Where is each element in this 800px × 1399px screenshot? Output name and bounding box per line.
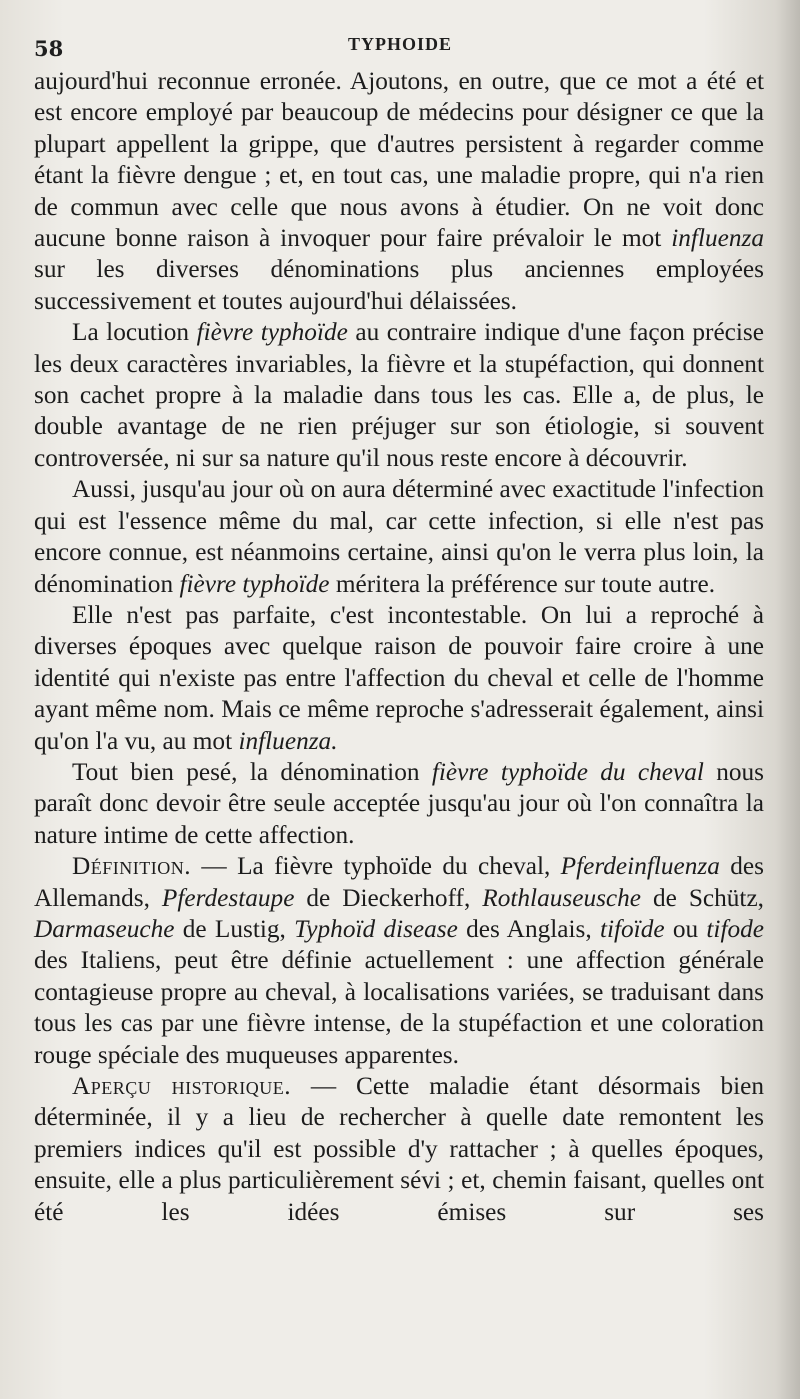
section-heading-historique: Aperçu historique. xyxy=(72,1072,292,1100)
italic-term: Rothlauseusche xyxy=(482,883,642,912)
italic-term: tifoïde xyxy=(599,914,665,943)
italic-term: tifode xyxy=(706,914,765,943)
text-run: des Anglais, xyxy=(457,914,600,943)
text-run: — La fièvre typhoïde du cheval, xyxy=(191,852,561,881)
text-run: aujourd'hui reconnue erronée. Ajoutons, en outre, que ce mot a été et est encore employé par beaucoup de médecins pour désigner ce que la plupart appellent la grippe, que d'autres persistent à regarder comme étant la fièvre dengue ; et, en tout cas, une maladie propre, qui n'a rien de commun avec celle que nous avons à étudier. On ne voit donc aucune bonne raison à invoquer pour faire prévaloir le mot xyxy=(34,67,764,253)
text-run: des Allemands, xyxy=(34,852,764,912)
text-run: Elle n'est pas parfaite, c'est incontestable. On lui a reproché à diverses époques avec quelque raison de pouvoir faire croire à une identité qui n'existe pas entre l'affection du cheval et celle de l'homme ayant même nom. Mais ce même reproche s'adresserait également, ainsi qu'on l'a vu, au mot xyxy=(34,600,764,755)
italic-term: fièvre typhoïde xyxy=(196,318,348,347)
italic-term: fièvre typhoïde xyxy=(179,569,330,598)
paragraph-historique xyxy=(34,1071,764,1228)
italic-term: Darmaseuche xyxy=(34,914,175,943)
page-number: 58 xyxy=(34,36,64,61)
italic-term: influenza xyxy=(671,224,764,253)
page-header xyxy=(34,34,766,60)
text-run: de Schütz, xyxy=(641,883,765,912)
paragraph-5 xyxy=(34,757,764,851)
italic-term: Pferdestaupe xyxy=(161,883,295,912)
text-run: sur les diverses dénominations plus anciennes employées successivement et toutes aujourd'hui délaissées. xyxy=(34,255,764,315)
text-run: de Dieckerhoff, xyxy=(294,883,483,912)
body-text xyxy=(34,66,764,1228)
text-run: des Italiens, peut être définie actuellement : une affection générale contagieuse propre au cheval, à localisations variées, se traduisant dans tous les cas par une fièvre intense, de la stupéfaction et une coloration rouge spéciale des muqueuses apparentes. xyxy=(34,946,764,1069)
italic-term: Pferdeinfluenza xyxy=(560,852,720,881)
text-run: — Cette maladie étant désormais bien déterminée, il y a lieu de rechercher à quelle date remontent les premiers indices qu'il est possible d'y rattacher ; à quelles époques, ensuite, elle a plus particulièrement sévi ; et, chemin faisant, quelles ont été les idées émises sur ses xyxy=(34,1072,764,1226)
text-run: Aussi, jusqu'au jour où on aura déterminé avec exactitude l'infection qui est l'essence même du mal, car cette infection, si elle n'est pas encore connue, est néanmoins certaine, ainsi qu'on le verra plus loin, la dénomination xyxy=(34,475,764,598)
italic-term: influenza. xyxy=(238,726,338,755)
text-run: La locution xyxy=(72,318,197,347)
text-run: de Lustig, xyxy=(174,914,295,943)
italic-term: Typhoïd disease xyxy=(294,914,458,943)
text-run: ou xyxy=(664,914,707,943)
paragraph-2 xyxy=(34,317,764,474)
running-title: TYPHOIDE xyxy=(347,34,452,54)
text-run: nous paraît donc devoir être seule acceptée jusqu'au jour où l'on connaîtra la nature intime de cette affection. xyxy=(34,757,765,849)
paragraph-3 xyxy=(34,474,764,600)
paragraph-1 xyxy=(34,66,764,317)
section-heading-definition: Définition. xyxy=(72,852,192,881)
text-run: au contraire indique d'une façon précise les deux caractères invariables, la fièvre et la stupéfaction, qui donnent son cachet propre à la maladie dans tous les cas. Elle a, de plus, le double avantage de ne rien préjuger sur son étiologie, si souvent controversée, ni sur sa nature qu'il nous reste encore à découvrir. xyxy=(34,318,764,472)
text-run: méritera la préférence sur toute autre. xyxy=(329,569,716,598)
text-run: Tout bien pesé, la dénomination xyxy=(72,757,432,786)
paragraph-definition xyxy=(34,851,764,1071)
paragraph-4 xyxy=(34,600,764,757)
italic-term: fièvre typhoïde du cheval xyxy=(431,757,704,786)
